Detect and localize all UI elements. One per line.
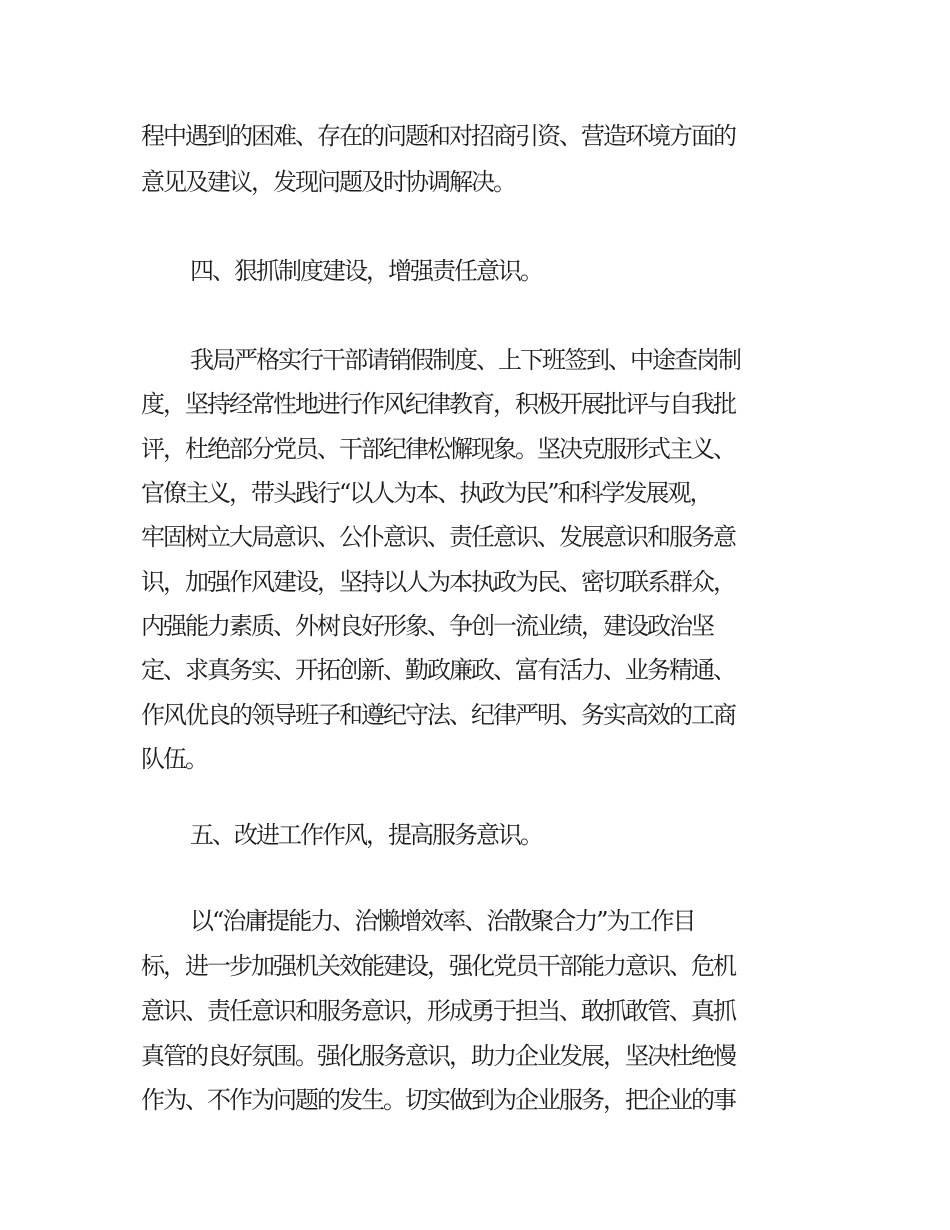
body-text-line: 作为、不作为问题的发生。切实做到为企业服务，把企业的事 [141, 1086, 735, 1114]
body-text-line: 作风优良的领导班子和遵纪守法、纪律严明、务实高效的工商 [141, 701, 735, 729]
section-heading: 五、改进工作作风，提高服务意识。 [190, 821, 542, 849]
body-text-line: 识，加强作风建设，坚持以人为本执政为民、密切联系群众， [141, 568, 735, 596]
section-heading: 四、狠抓制度建设，增强责任意识。 [190, 257, 542, 285]
body-text-line: 定、求真务实、开拓创新、勤政廉政、富有活力、业务精通、 [141, 656, 735, 684]
body-text-line: 内强能力素质、外树良好形象、争创一流业绩，建设政治坚 [141, 612, 713, 640]
body-text-line: 队伍。 [141, 745, 207, 773]
body-text-line: 意识、责任意识和服务意识，形成勇于担当、敢抓敢管、真抓 [141, 997, 735, 1025]
body-text-line: 程中遇到的困难、存在的问题和对招商引资、营造环境方面的 [141, 122, 735, 150]
body-text-line: 真管的良好氛围。强化服务意识，助力企业发展，坚决杜绝慢 [141, 1042, 735, 1070]
body-text-line: 评，杜绝部分党员、干部纪律松懈现象。坚决克服形式主义、 [141, 435, 735, 463]
body-text-line: 牢固树立大局意识、公仆意识、责任意识、发展意识和服务意 [141, 523, 735, 551]
body-text-line: 度，坚持经常性地进行作风纪律教育，积极开展批评与自我批 [141, 390, 735, 418]
body-text-line: 意见及建议，发现问题及时协调解决。 [141, 168, 515, 196]
body-text-line: 官僚主义，带头践行“以人为本、执政为民”和科学发展观， [141, 479, 712, 507]
body-text-line: 标，进一步加强机关效能建设，强化党员干部能力意识、危机 [141, 952, 735, 980]
body-text-line: 以“治庸提能力、治懒增效率、治散聚合力”为工作目 [190, 907, 695, 935]
body-text-line: 我局严格实行干部请销假制度、上下班签到、中途查岗制 [190, 346, 740, 374]
